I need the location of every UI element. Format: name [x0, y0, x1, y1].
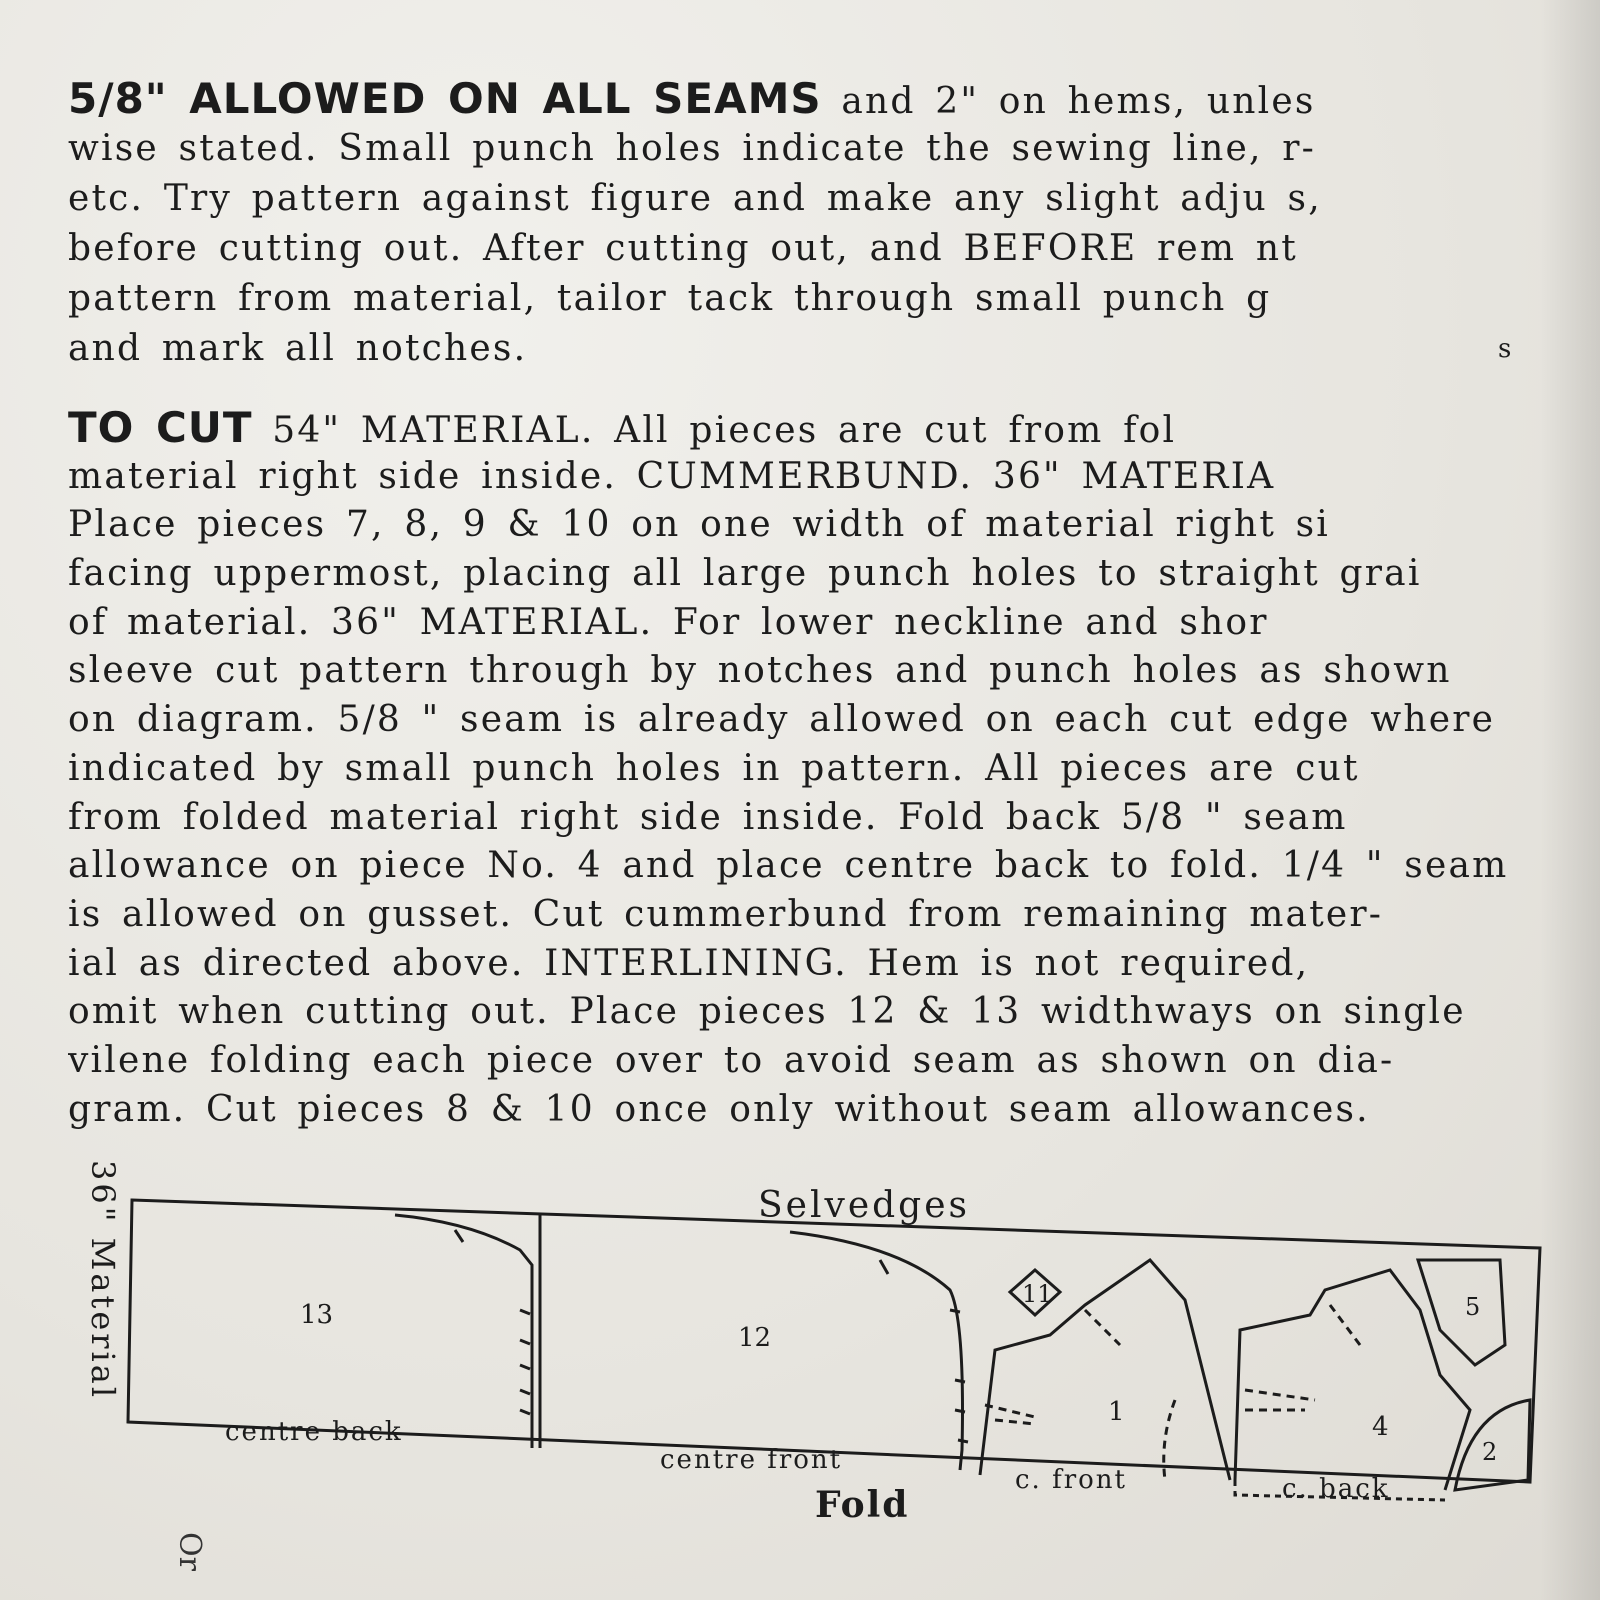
- paragraph-line: allowance on piece No. 4 and place centre back to fold. 1/4 " seam: [68, 845, 1509, 887]
- paragraph-line: [68, 324, 1558, 374]
- piece-1-number: 1: [1108, 1397, 1125, 1427]
- piece-1-caption: c. front: [1015, 1465, 1127, 1495]
- paragraph-line: etc. Try pattern against figure and make any slight adju s,: [68, 178, 1322, 219]
- paragraph-line: is allowed on gusset. Cut cummerbund from remaining mater-: [68, 893, 1384, 935]
- piece-12-number: 12: [738, 1323, 772, 1353]
- piece-13-caption: centre back: [225, 1417, 403, 1447]
- seam-allowance-heading: 5/8" ALLOWED ON ALL SEAMS: [68, 74, 822, 123]
- piece-4-number: 4: [1372, 1412, 1389, 1442]
- piece-13-number: 13: [300, 1300, 334, 1330]
- piece-13-outline: [395, 1215, 532, 1448]
- piece-11-number: 11: [1022, 1280, 1053, 1308]
- paragraph-line: ial as directed above. INTERLINING. Hem is not required,: [68, 942, 1310, 984]
- piece-1-outline: [980, 1260, 1230, 1480]
- piece-1-detail: [985, 1310, 1175, 1480]
- paragraph-line: sleeve cut pattern through by notches and punch holes as shown: [68, 650, 1452, 692]
- cutting-instructions-paragraph: [68, 404, 1558, 1134]
- piece-2-number: 2: [1482, 1438, 1498, 1466]
- piece-12-caption: centre front: [660, 1445, 843, 1475]
- paragraph-line: [68, 404, 1558, 453]
- paragraph-line: indicated by small punch holes in pattern. All pieces are cut: [68, 747, 1360, 789]
- paragraph-line: facing uppermost, placing all large punch holes to straight grai: [68, 553, 1422, 595]
- paragraph-line: gram. Cut pieces 8 & 10 once only without seam allowances.: [68, 1088, 1370, 1130]
- paragraph-line: of material. 36" MATERIAL. For lower neckline and shor: [68, 601, 1269, 643]
- line-text: 54" MATERIAL. All pieces are cut from fol: [272, 410, 1177, 451]
- line-text: and mark all notches.: [68, 328, 528, 369]
- paragraph-line: vilene folding each piece over to avoid seam as shown on dia-: [68, 1039, 1395, 1081]
- paragraph-line: before cutting out. After cutting out, and BEFORE rem nt: [68, 228, 1298, 269]
- selvedges-label: Selvedges: [758, 1185, 970, 1226]
- paragraph-line: wise stated. Small punch holes indicate the sewing line, r-: [68, 128, 1317, 169]
- piece-13-notches: [455, 1230, 530, 1414]
- material-width-label: 36" Material: [84, 1160, 122, 1401]
- line-text: and 2" on hems, unles: [841, 81, 1316, 122]
- paragraph-line: from folded material right side inside. Fold back 5/8 " seam: [68, 796, 1348, 838]
- cutting-layout-diagram: [0, 1150, 1600, 1600]
- fold-label: Fold: [815, 1484, 910, 1526]
- paragraph-line: pattern from material, tailor tack through small punch g: [68, 278, 1272, 319]
- paragraph-line: material right side inside. CUMMERBUND. 36" MATERIA: [68, 455, 1276, 497]
- paragraph-line: Place pieces 7, 8, 9 & 10 on one width of material right si: [68, 504, 1331, 546]
- piece-5-number: 5: [1465, 1293, 1481, 1321]
- piece-4-outline: [1235, 1270, 1470, 1490]
- piece-12-outline: [790, 1232, 963, 1470]
- paragraph-line: [68, 74, 1558, 124]
- piece-4-caption: c. back: [1282, 1474, 1390, 1504]
- to-cut-heading: TO CUT: [68, 404, 253, 452]
- seam-allowance-paragraph: [68, 74, 1558, 374]
- piece-4-detail: [1245, 1305, 1360, 1410]
- edge-fragment: Or: [172, 1532, 207, 1571]
- piece-12-notches: [880, 1260, 968, 1442]
- margin-fragment: s: [1498, 334, 1514, 364]
- paragraph-line: omit when cutting out. Place pieces 12 & 13 widthways on single: [68, 991, 1466, 1033]
- paragraph-line: on diagram. 5/8 " seam is already allowed on each cut edge where: [68, 699, 1496, 741]
